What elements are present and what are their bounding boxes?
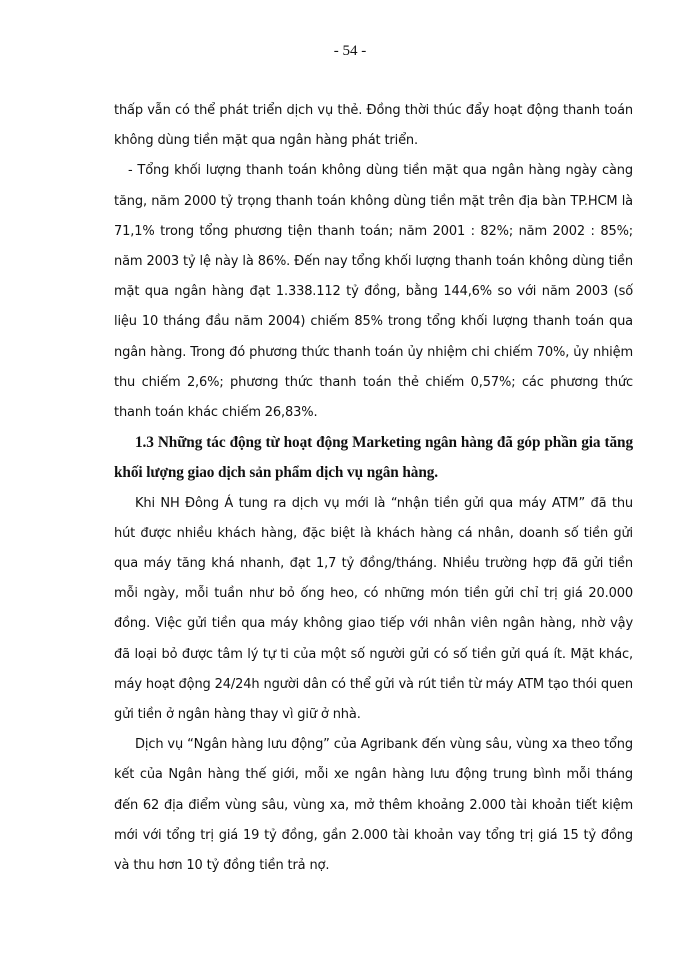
paragraph-atm-deposit-service: Khi NH Đông Á tung ra dịch vụ mới là “nhận tiền gửi qua máy ATM” đã thu hút được nhiều khách hàng, đặc biệt là khách hàng cá nhân, doanh số tiền gửi qua máy tăng khá nhanh, đạt 1,7 tỷ đồng/tháng. Nhiều trường hợp đã gửi tiền mỗi ngày, mỗi tuần như bỏ ống heo, có những món tiền gửi chỉ trị giá 20.000 đồng. Việc gửi tiền qua máy không giao tiếp với nhân viên ngân hàng, nhờ vậy đã loại bỏ được tâm lý tự ti của một số người gửi có số tiền gửi quá ít. Mặt khác, máy hoạt động 24/24h người dân có thể gửi và rút tiền từ máy ATM tạo thói quen gửi tiền ở ngân hàng thay vì giữ ở nhà. bbox=[114, 495, 633, 723]
paragraph-card-service-continuation: thấp vẫn có thể phát triển dịch vụ thẻ. Đồng thời thúc đẩy hoạt động thanh toán không dùng tiền mặt qua ngân hàng phát triển. bbox=[114, 103, 633, 149]
paragraph-non-cash-payment-volume: - Tổng khối lượng thanh toán không dùng tiền mặt qua ngân hàng ngày càng tăng, năm 2000 tỷ trọng thanh toán không dùng tiền mặt trên địa bàn TP.HCM là 71,1% trong tổng phương tiện thanh toán; năm 2001 : 82%; năm 2002 : 85%; năm 2003 tỷ lệ này là 86%. Đến nay tổng khối lượng thanh toán không dùng tiền mặt qua ngân hàng đạt 1.338.112 tỷ đồng, bằng 144,6% so với năm 2003 (số liệu 10 tháng đầu năm 2004) chiếm 85% trong tổng khối lượng thanh toán qua ngân hàng. Trong đó phương thức thanh toán ủy nhiệm chi chiếm 70%, ủy nhiệm thu chiếm 2,6%; phương thức thanh toán thẻ chiếm 0,57%; các phương thức thanh toán khác chiếm 26,83%. bbox=[114, 163, 633, 421]
page-number: - 54 - bbox=[333, 43, 367, 59]
page-body bbox=[114, 96, 633, 881]
section-heading-1-3: 1.3 Những tác động từ hoạt động Marketing ngân hàng đã góp phần gia tăng khối lượng giao dịch sản phẩm dịch vụ ngân hàng. bbox=[114, 434, 633, 482]
paragraph-mobile-banking-agribank: Dịch vụ “Ngân hàng lưu động” của Agribank đến vùng sâu, vùng xa theo tổng kết của Ngân hàng thế giới, mỗi xe ngân hàng lưu động trung bình mỗi tháng đến 62 địa điểm vùng sâu, vùng xa, mở thêm khoảng 2.000 tài khoản tiết kiệm mới với tổng trị giá 19 tỷ đồng, gần 2.000 tài khoản vay tổng trị giá 15 tỷ đồng và thu hơn 10 tỷ đồng tiền trả nợ. bbox=[114, 737, 633, 874]
